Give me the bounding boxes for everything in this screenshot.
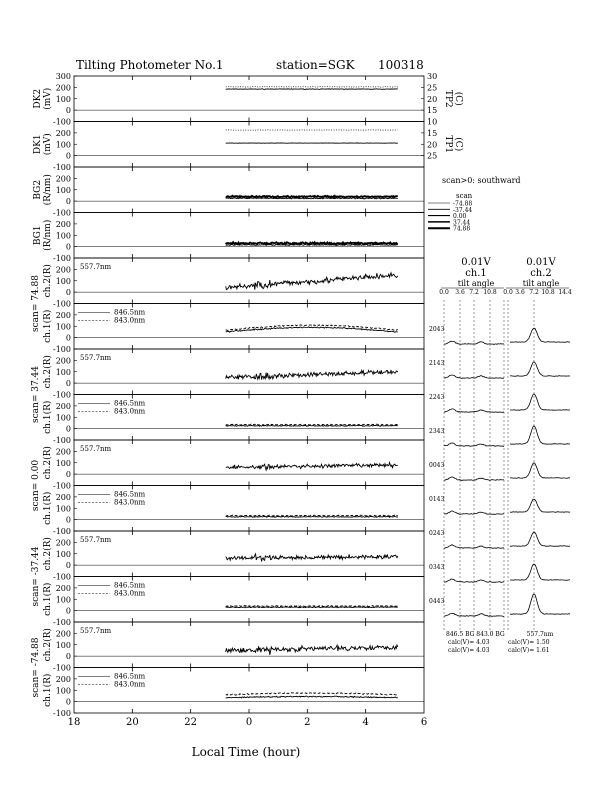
ch2-tilt-tick: 0.0	[503, 289, 513, 296]
y-tick-label: -100	[53, 254, 71, 263]
y-tick-label: 200	[55, 401, 71, 411]
scan-legend-title: scan	[456, 192, 473, 200]
legend-843: 843.0nm	[114, 498, 146, 507]
y-tick-label: -100	[53, 572, 71, 582]
line-label: 557.7nm	[80, 354, 112, 362]
channel-label: ch.2(R)	[43, 446, 53, 480]
series-557.7nm	[226, 370, 398, 380]
panel-frame	[74, 167, 424, 213]
y-tick-label: 100	[55, 413, 71, 423]
y-tick-label: 0	[65, 379, 71, 389]
y-tick-label: -100	[53, 163, 71, 172]
ch1-tilt-tick: 10.8	[483, 289, 497, 296]
panel-frame	[74, 440, 424, 486]
panel-s4_ch1	[42, 577, 424, 628]
series-846.5nm	[226, 425, 398, 426]
x-axis	[68, 717, 428, 728]
line-label: 557.7nm	[80, 445, 112, 453]
scan-label: scan= 37.44	[31, 366, 41, 423]
panel-s1_ch1	[42, 304, 424, 355]
panel-s3_ch2	[31, 440, 424, 514]
panel-s4_ch2	[31, 531, 424, 607]
panel-frame	[74, 213, 424, 259]
y-tick-label: 100	[55, 185, 71, 195]
y-tick-label: 0	[65, 151, 71, 161]
y-tick-label: 0	[65, 652, 71, 662]
series-0.00	[226, 198, 398, 199]
date-label: 100318	[378, 58, 424, 72]
series-557.7nm	[226, 645, 398, 655]
x-tick-label: 4	[362, 717, 369, 728]
scan-legend-item: -37.44	[453, 206, 473, 214]
y-tick-label: 0	[65, 470, 71, 480]
scan-label: scan= 0.00	[31, 459, 41, 512]
y-tick-label: -100	[53, 436, 71, 445]
y-tick-label: -100	[53, 345, 71, 354]
panels-group	[31, 72, 464, 718]
panel-s5_ch1	[42, 668, 424, 719]
scan-legend-item: -74.88	[453, 200, 473, 208]
ch2-scan-curve	[510, 362, 570, 377]
series-DK2	[226, 89, 398, 90]
series-846.5nm	[226, 696, 398, 698]
ch2-tilt-label: tilt angle	[522, 279, 560, 288]
right-label: TP1	[443, 135, 453, 154]
series-846.5nm	[226, 607, 398, 608]
series-843.0nm	[226, 606, 398, 607]
ch2-tilt-tick: 7.2	[529, 289, 539, 296]
channel-label: ch.1(R)	[43, 673, 53, 707]
ch2-scale: 0.01V	[526, 257, 556, 268]
ch1-scale: 0.01V	[461, 257, 491, 268]
series-557.7nm	[226, 554, 398, 562]
ch2-calc-2: calc(V)= 1.61	[508, 647, 550, 654]
y-tick-label: 300	[55, 72, 71, 81]
series-843.0nm	[226, 515, 398, 516]
right-label-unit: (C)	[453, 91, 463, 106]
y-tick-label: 0	[65, 561, 71, 571]
channel-label: ch.1(R)	[43, 309, 53, 343]
ch2-scan-curve	[510, 426, 570, 445]
y-tick-label: 100	[55, 595, 71, 605]
ch2-calc-1: calc(V)= 1.50	[508, 639, 550, 646]
y-label-unit: (R/nm)	[43, 174, 53, 206]
panel-frame	[74, 622, 424, 668]
panel-frame	[74, 531, 424, 577]
legend-843: 843.0nm	[114, 589, 146, 598]
scan-time: 0243	[429, 530, 445, 537]
x-tick-label: 2	[304, 717, 311, 728]
x-tick-label: 18	[67, 717, 81, 728]
y-label: DK2	[33, 88, 43, 109]
panel-dk1	[33, 118, 464, 173]
series-74.88	[226, 196, 398, 198]
legend-843: 843.0nm	[114, 680, 146, 689]
station-label: station=SGK	[276, 58, 355, 72]
y-tick-label: 200	[55, 674, 71, 684]
ch2-scan-curve	[510, 564, 570, 580]
y-tick-label: 100	[55, 549, 71, 559]
y-tick-label: -100	[53, 299, 71, 309]
scan-legend-item: 0.00	[453, 213, 467, 221]
legend-846: 846.5nm	[114, 581, 146, 590]
legend-843: 843.0nm	[114, 407, 146, 416]
y-tick-label: -100	[53, 208, 71, 218]
line-label: 557.7nm	[80, 536, 112, 544]
panel-frame	[74, 76, 424, 122]
y-tick-label: 0	[65, 515, 71, 525]
panel-s2_ch2	[31, 349, 424, 423]
ch1-calc-1: calc(V)= 4.03	[448, 639, 490, 646]
series-843.0nm	[226, 424, 398, 425]
y-tick-label: -100	[53, 663, 71, 673]
y-label-unit: (mV)	[43, 133, 53, 156]
y-tick-label: 0	[65, 288, 71, 298]
y-tick-label: 100	[55, 504, 71, 514]
scan-legend	[428, 176, 521, 233]
y-tick-label: 200	[55, 583, 71, 593]
scan-label: scan= -37.44	[31, 546, 41, 607]
right-tick-label: 15	[427, 106, 438, 116]
panel-frame	[74, 122, 424, 168]
y-tick-label: 200	[55, 310, 71, 320]
panel-dk2	[33, 72, 464, 127]
legend-846: 846.5nm	[114, 308, 146, 317]
right-tick-label: 25	[427, 83, 438, 93]
y-tick-label: 100	[55, 140, 71, 150]
line-label: 557.7nm	[80, 263, 112, 271]
ch2-bottom-label: 557.7nm	[526, 631, 554, 638]
y-tick-label: 0	[65, 333, 71, 343]
figure-title: Tilting Photometer No.1	[76, 58, 224, 72]
y-tick-label: -100	[53, 618, 71, 627]
scan-time: 0343	[429, 564, 445, 571]
scan-time: 0443	[429, 598, 445, 605]
legend-846: 846.5nm	[114, 399, 146, 408]
y-tick-label: 200	[55, 538, 71, 548]
y-label: BG2	[33, 179, 43, 200]
y-tick-label: 200	[55, 629, 71, 639]
channel-label: ch.2(R)	[43, 537, 53, 571]
tilt-scan-panel	[429, 257, 572, 654]
scan-time: 2243	[429, 394, 445, 401]
x-tick-label: 0	[245, 717, 253, 728]
y-tick-label: 100	[55, 276, 71, 286]
y-tick-label: 200	[55, 174, 71, 184]
ch1-title: ch.1	[465, 268, 487, 279]
y-label: DK1	[33, 134, 43, 155]
y-label: BG1	[33, 225, 43, 246]
ch1-tilt-tick: 0.0	[439, 289, 449, 296]
x-tick-label: 20	[125, 717, 139, 728]
y-tick-label: 100	[55, 458, 71, 468]
y-tick-label: 200	[55, 356, 71, 366]
y-tick-label: 0	[65, 606, 71, 616]
right-tick-label: 25	[427, 151, 438, 161]
y-tick-label: 200	[55, 219, 71, 229]
panel-s2_ch1	[42, 395, 424, 446]
ch2-scan-curve	[510, 463, 570, 479]
channel-label: ch.2(R)	[43, 355, 53, 389]
right-tick-label: 30	[427, 72, 438, 81]
y-tick-label: -100	[53, 527, 71, 536]
scan-time: 2143	[429, 360, 445, 367]
scan-time: 2343	[429, 428, 445, 435]
channel-label: ch.1(R)	[43, 491, 53, 525]
panel-s1_ch2	[31, 258, 424, 332]
right-label-unit: (C)	[453, 137, 463, 152]
panel-frame	[74, 258, 424, 304]
y-tick-label: 200	[55, 492, 71, 502]
scan-time: 0143	[429, 496, 445, 503]
y-tick-label: 0	[65, 424, 71, 434]
series-557.7nm	[226, 463, 398, 471]
y-tick-label: -100	[53, 481, 71, 491]
x-tick-label: 22	[184, 717, 198, 728]
ch2-tilt-tick: 3.6	[515, 289, 525, 296]
right-tick-label: 10	[427, 117, 438, 127]
channel-label: ch.2(R)	[43, 628, 53, 662]
ch2-scan-curve	[510, 328, 570, 342]
x-axis-label: Local Time (hour)	[191, 745, 301, 759]
ch2-tilt-tick: 10.8	[541, 289, 555, 296]
channel-label: ch.1(R)	[43, 582, 53, 616]
ch1-calc-2: calc(V)= 4.03	[448, 647, 490, 654]
ch1-tilt-tick: 7.2	[469, 289, 479, 296]
ch2-scan-curve	[510, 532, 570, 547]
y-tick-label: 100	[55, 686, 71, 696]
right-label: TP2	[443, 89, 453, 108]
y-label-unit: (mV)	[43, 87, 53, 110]
y-tick-label: 200	[55, 83, 71, 93]
y-tick-label: 200	[55, 265, 71, 275]
right-tick-label: 15	[427, 128, 438, 138]
ch2-tilt-tick: 14.4	[558, 289, 572, 296]
legend-846: 846.5nm	[114, 490, 146, 499]
y-label-unit: (R/nm)	[43, 219, 53, 251]
panel-s3_ch1	[42, 486, 424, 537]
y-tick-label: 100	[55, 640, 71, 650]
y-tick-label: 0	[65, 197, 71, 207]
x-tick-label: 6	[420, 717, 428, 728]
legend-846: 846.5nm	[114, 672, 146, 681]
y-tick-label: -100	[53, 117, 71, 127]
y-tick-label: 100	[55, 322, 71, 332]
line-label: 557.7nm	[80, 627, 112, 635]
y-tick-label: -100	[53, 709, 71, 718]
panel-s5_ch2	[31, 622, 424, 698]
scan-time: 0043	[429, 462, 445, 469]
y-tick-label: 100	[55, 231, 71, 241]
y-tick-label: 0	[65, 106, 71, 116]
scan-time: 2043	[429, 326, 445, 333]
right-tick-label: 20	[427, 94, 438, 104]
y-tick-label: 100	[55, 367, 71, 377]
panel-bg1	[33, 213, 424, 264]
ch1-tilt-tick: 3.6	[455, 289, 465, 296]
ch2-scan-curve	[510, 394, 570, 410]
y-tick-label: 100	[55, 94, 71, 104]
series-557.7nm	[226, 273, 398, 290]
series-843.0nm	[226, 693, 398, 696]
scan-label: scan= -74.88	[31, 637, 41, 698]
scan-label: scan= 74.88	[31, 275, 41, 332]
ch1-bottom-label: 846.5 BG 843.0 BG	[446, 631, 505, 638]
channel-label: ch.1(R)	[43, 400, 53, 434]
scan-direction-note: scan>0: southward	[442, 176, 521, 185]
scan-legend-item: 74.88	[453, 225, 471, 233]
legend-843: 843.0nm	[114, 316, 146, 325]
ch1-tilt-label: tilt angle	[457, 279, 495, 288]
series-0.00	[226, 244, 398, 245]
y-tick-label: 200	[55, 128, 71, 138]
scan-legend-item: 37.44	[453, 219, 471, 227]
y-tick-label: -100	[53, 390, 71, 400]
panel-bg2	[33, 167, 424, 218]
right-tick-label: 20	[427, 140, 438, 150]
channel-label: ch.2(R)	[43, 264, 53, 298]
y-tick-label: 200	[55, 447, 71, 457]
ch2-title: ch.2	[530, 268, 552, 279]
ch2-scan-curve	[510, 499, 570, 512]
series-TP2	[226, 87, 398, 88]
y-tick-label: 0	[65, 242, 71, 252]
ch2-scan-curve	[510, 594, 570, 614]
y-tick-label: 0	[65, 697, 71, 707]
